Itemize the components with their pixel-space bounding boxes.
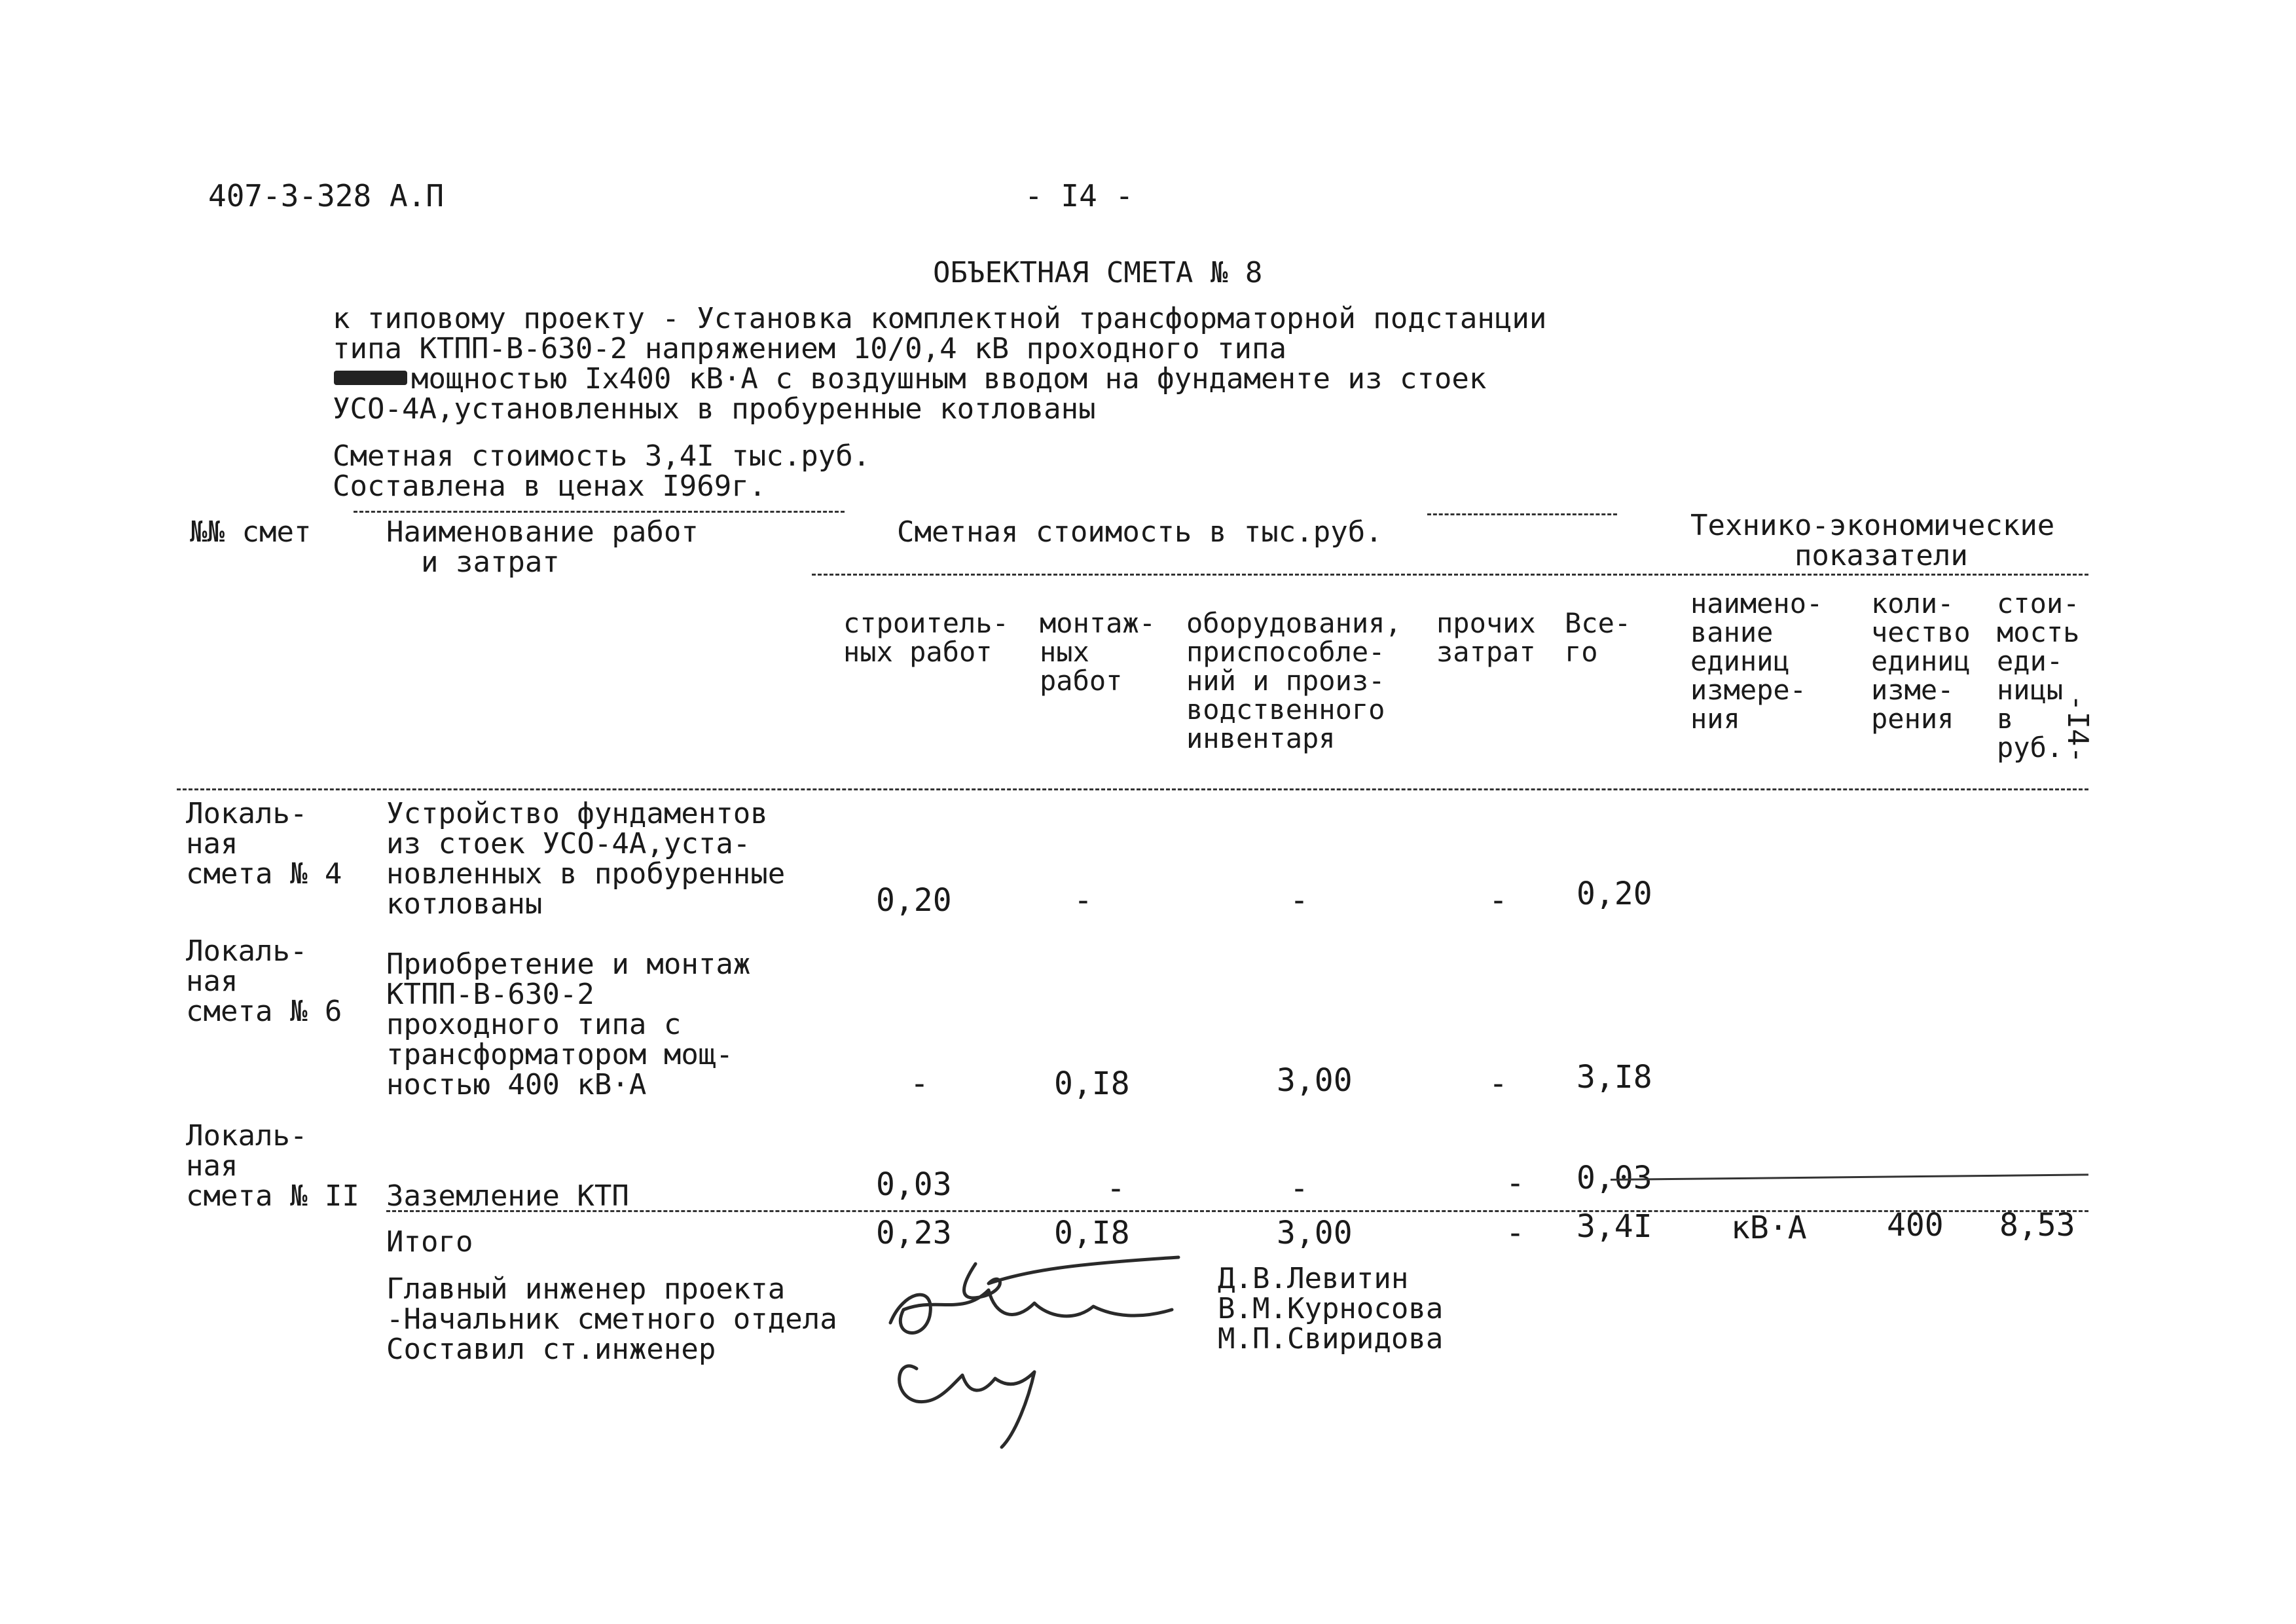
header-equipment: оборудования, приспособле- ний и произ- водственного инвентаря bbox=[1186, 607, 1402, 754]
row-3-other: - bbox=[1506, 1165, 1525, 1202]
header-construction: строитель- ных работ bbox=[843, 607, 1009, 668]
header-total: Все- го bbox=[1565, 607, 1631, 668]
header-work-name: Наименование работ и затрат bbox=[386, 515, 699, 579]
header-top-rule-left bbox=[354, 511, 845, 513]
description-line-1: к типовому проекту - Установка комплектной трансформаторной подстанции bbox=[333, 302, 1547, 335]
signature-role-2: -Начальник сметного отдела bbox=[386, 1302, 837, 1336]
estimate-prices-year: Составлена в ценах I969г. bbox=[333, 470, 767, 503]
row-1-other: - bbox=[1489, 882, 1508, 919]
row-1-equipment: - bbox=[1290, 882, 1309, 919]
header-top-rule-right bbox=[1427, 513, 1617, 515]
signature-name-1: Д.В.Левитин bbox=[1218, 1262, 1409, 1295]
row-1-installation: - bbox=[1074, 882, 1093, 919]
strikeout-mark bbox=[334, 371, 407, 385]
estimate-cost: Сметная стоимость 3,4I тыс.руб. bbox=[333, 439, 871, 473]
signature-name-2: В.М.Курносова bbox=[1218, 1292, 1444, 1325]
description-line-2: типа КТПП-В-630-2 напряжением 10/0,4 кВ проходного типа bbox=[333, 332, 1286, 365]
row-2-other: - bbox=[1489, 1065, 1508, 1102]
total-row-label: Итого bbox=[386, 1225, 473, 1259]
signature-name-3: М.П.Свиридова bbox=[1218, 1322, 1444, 1356]
description-line-3: мощностью Iх400 кВ·А с воздушным вводом на фундаменте из стоек bbox=[411, 362, 1487, 396]
row-1-work-name: Устройство фундаментов из стоек УСО-4А,уста- новленных в пробуренные котлованы bbox=[386, 797, 786, 921]
row-2-estimate-number: Локаль- ная смета № 6 bbox=[186, 934, 342, 1028]
total-quantity: 400 bbox=[1887, 1207, 1944, 1244]
document-code: 407-3-328 А.П bbox=[208, 178, 445, 213]
total-unit-name: кВ·А bbox=[1731, 1209, 1807, 1246]
row-2-equipment: 3,00 bbox=[1277, 1062, 1353, 1099]
total-unit-cost: 8,53 bbox=[1999, 1207, 2075, 1244]
header-bottom-rule bbox=[177, 788, 2088, 790]
row-3-total: 0,03 bbox=[1576, 1160, 1652, 1196]
row-1-construction: 0,20 bbox=[876, 882, 952, 919]
total-construction: 0,23 bbox=[876, 1215, 952, 1251]
description-line-4: УСО-4А,установленных в пробуренные котлованы bbox=[333, 392, 1096, 426]
header-cost-group: Сметная стоимость в тыс.руб. bbox=[897, 515, 1383, 549]
row-2-total: 3,I8 bbox=[1576, 1059, 1652, 1096]
row-2-work-name: Приобретение и монтаж КТПП-В-630-2 проходного типа с трансформатором мощ- ностью 400 кВ·А bbox=[386, 948, 751, 1101]
row-3-estimate-number: Локаль- ная смета № II bbox=[186, 1119, 359, 1213]
total-installation: 0,I8 bbox=[1054, 1215, 1130, 1251]
row-2-installation: 0,I8 bbox=[1054, 1065, 1130, 1102]
row-3-installation: - bbox=[1106, 1170, 1125, 1207]
subheader-rule bbox=[812, 574, 2088, 576]
row-1-total: 0,20 bbox=[1576, 876, 1652, 912]
row-1-estimate-number: Локаль- ная смета № 4 bbox=[186, 797, 342, 891]
header-estimate-number: №№ смет bbox=[190, 515, 312, 549]
header-other: прочих затрат bbox=[1436, 607, 1536, 668]
signature-role-3: Составил ст.инженер bbox=[386, 1333, 716, 1366]
subtotal-rule-right bbox=[1611, 1173, 2088, 1181]
subtotal-rule bbox=[386, 1210, 2088, 1212]
row-3-construction: 0,03 bbox=[876, 1166, 952, 1203]
total-equipment: 3,00 bbox=[1277, 1215, 1353, 1251]
page-title: ОБЪЕКТНАЯ СМЕТА № 8 bbox=[933, 256, 1263, 289]
handwritten-signatures bbox=[877, 1244, 1218, 1454]
header-installation: монтаж- ных работ bbox=[1040, 607, 1156, 697]
row-3-work-name: Заземление КТП bbox=[386, 1179, 629, 1213]
total-total: 3,4I bbox=[1576, 1208, 1652, 1245]
header-unit-cost: стои- мость еди- ницы в руб. bbox=[1997, 587, 2080, 764]
header-unit-name: наимено- вание единиц измере- ния bbox=[1690, 587, 1823, 735]
signature-role-1: Главный инженер проекта bbox=[386, 1272, 786, 1306]
header-tech-group: Технико-экономические показатели bbox=[1690, 509, 2055, 572]
page-number: - I4 - bbox=[1025, 178, 1134, 213]
total-other: - bbox=[1506, 1215, 1525, 1251]
margin-page-mark: -I4- bbox=[2061, 694, 2094, 764]
row-2-construction: - bbox=[910, 1065, 929, 1102]
header-quantity: коли- чество единиц изме- рения bbox=[1871, 587, 1971, 735]
row-3-equipment: - bbox=[1290, 1170, 1309, 1207]
